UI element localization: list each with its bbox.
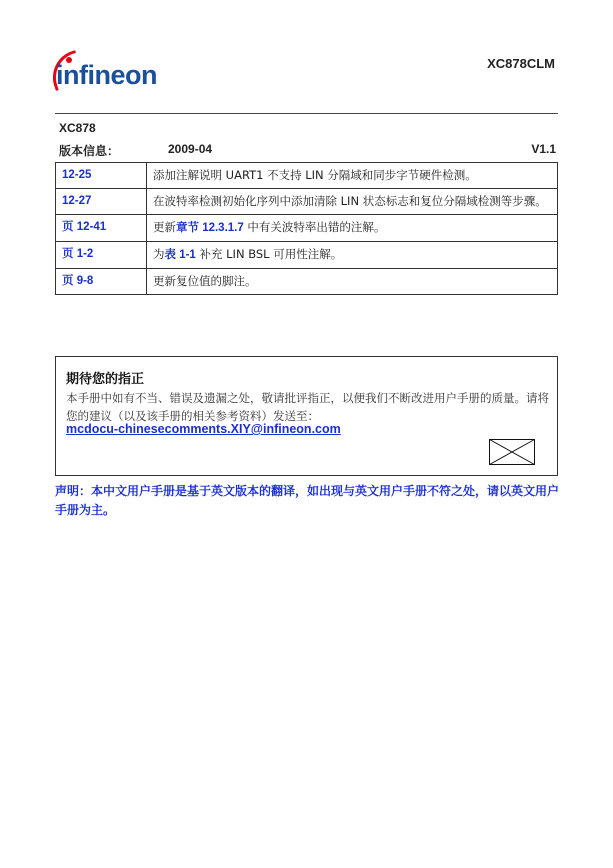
description-text: 补充 LIN BSL 可用性注解。 — [195, 247, 343, 261]
revision-page-ref[interactable]: 页 1-2 — [56, 242, 147, 269]
revision-row — [56, 189, 558, 215]
description-text: 更新 — [153, 220, 176, 234]
revision-row — [56, 269, 558, 295]
revision-description — [147, 269, 558, 295]
feedback-body: 本手册中如有不当、错误及遗漏之处，敬请批评指正，以便我们不断改进用户手册的质量。请将您的建议（以及该手册的相关参考资料）发送至： — [66, 391, 549, 423]
revision-row — [56, 163, 558, 189]
revision-table — [55, 162, 558, 295]
revision-header — [55, 118, 558, 162]
product-name: XC878 — [59, 121, 96, 135]
feedback-title: 期待您的指正 — [66, 372, 145, 387]
header-divider — [55, 113, 558, 114]
logo-wordmark: infineon — [56, 60, 157, 90]
revision-description — [147, 189, 558, 215]
revision-row — [56, 215, 558, 242]
document-code: XC878CLM — [487, 56, 555, 71]
revision-description — [147, 242, 558, 269]
revision-page-ref[interactable]: 页 9-8 — [56, 269, 147, 295]
description-text: 为 — [153, 247, 165, 261]
cross-reference-link[interactable]: 表 1-1 — [164, 249, 196, 261]
revision-version: V1.1 — [531, 142, 556, 156]
revision-history — [55, 118, 558, 295]
description-text: 中有关波特率出错的注解。 — [243, 220, 386, 234]
description-text: 在波特率检测初始化序列中添加清除 LIN 状态标志和复位分隔域检测等步骤。 — [153, 194, 547, 208]
description-text: 添加注解说明 UART1 不支持 LIN 分隔域和同步字节硬件检测。 — [153, 168, 477, 182]
revision-row — [56, 242, 558, 269]
envelope-icon[interactable] — [489, 439, 535, 465]
description-text: 更新复位值的脚注。 — [153, 274, 257, 288]
revision-page-ref[interactable]: 12-25 — [56, 163, 147, 189]
feedback-box — [55, 356, 558, 476]
revision-description — [147, 215, 558, 242]
cross-reference-link[interactable]: 章节 12.3.1.7 — [176, 222, 244, 234]
revision-page-ref[interactable]: 页 12-41 — [56, 215, 147, 242]
translation-notice: 声明：本中文用户手册是基于英文版本的翻译，如出现与英文用户手册不符之处，请以英文用户手册为主。 — [55, 484, 560, 517]
revision-description — [147, 163, 558, 189]
revision-page-ref[interactable]: 12-27 — [56, 189, 147, 215]
feedback-email-link[interactable]: mcdocu-chinesecomments.XIY@infineon.com — [66, 422, 341, 436]
revision-date: 2009-04 — [168, 142, 213, 156]
revision-label: 版本信息： — [59, 144, 120, 158]
